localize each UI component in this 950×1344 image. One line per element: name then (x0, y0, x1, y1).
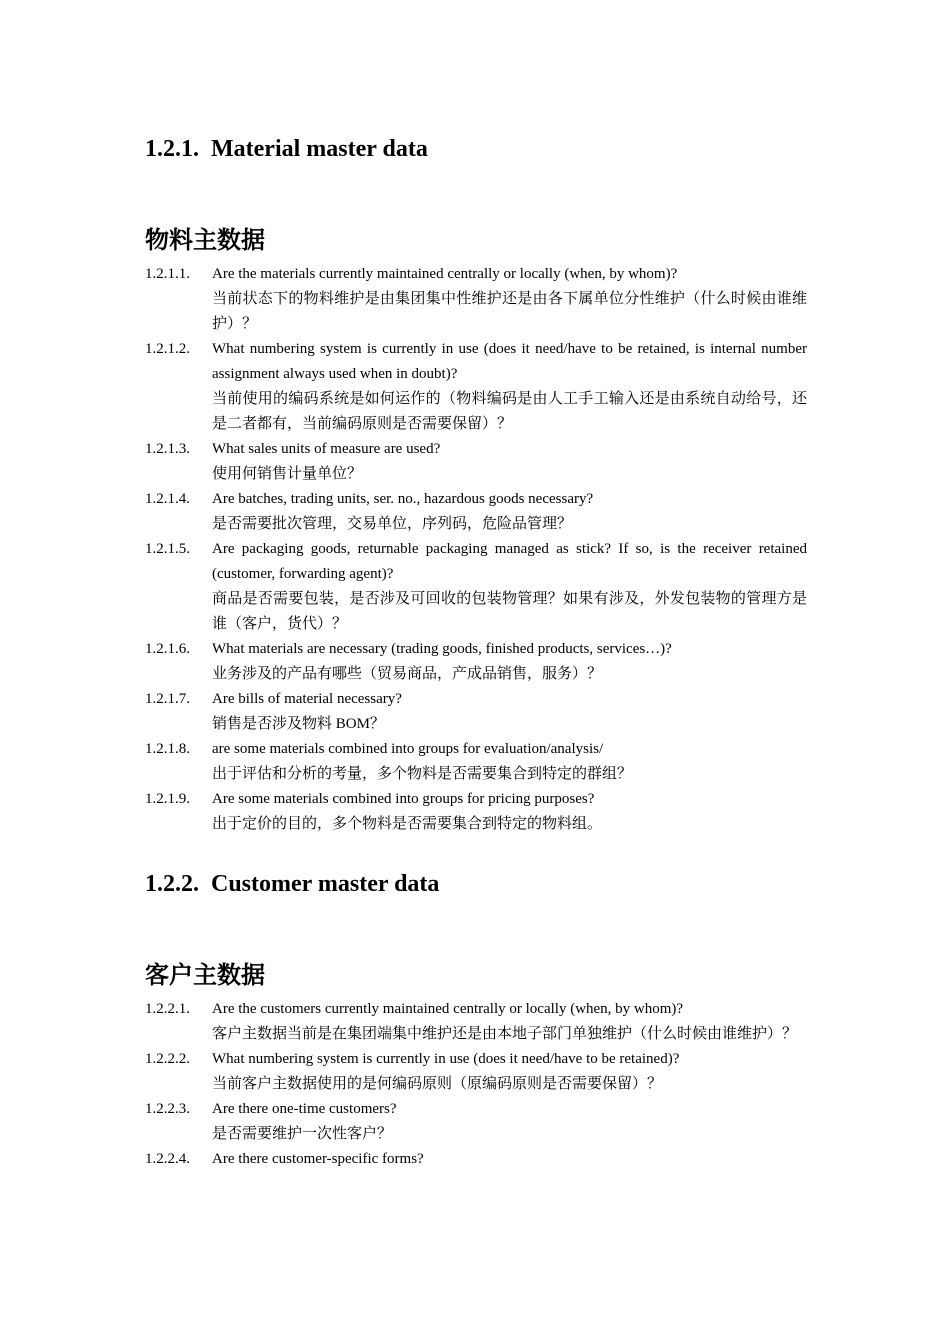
question-item (145, 337, 807, 437)
question-item (145, 537, 807, 637)
question-text-en: Are packaging goods, returnable packaging managed as stick? If so, is the receiver retained (customer, forwarding agent)? (212, 541, 807, 582)
question-item (145, 1047, 807, 1097)
question-item (145, 487, 807, 537)
question-text-cn: 出于定价的目的，多个物料是否需要集合到特定的物料组。 (212, 816, 603, 832)
question-item (145, 262, 807, 337)
section-material-master-data (145, 134, 807, 837)
question-number: 1.2.1.7. (145, 691, 190, 707)
question-item (145, 737, 807, 787)
question-text-cn: 客户主数据当前是在集团端集中维护还是由本地子部门单独维护（什么时候由谁维护）？ (212, 1026, 798, 1042)
question-text-cn: 商品是否需要包装，是否涉及可回收的包装物管理？如果有涉及，外发包装物的管理方是谁（客户，货代）？ (212, 591, 807, 632)
question-list (145, 262, 807, 837)
question-number: 1.2.2.4. (145, 1151, 190, 1167)
section-title-cn: 客户主数据 (145, 963, 265, 989)
question-item (145, 437, 807, 487)
section-number: 1.2.2. (145, 871, 199, 897)
question-text-cn: 当前状态下的物料维护是由集团集中性维护还是由各下属单位分性维护（什么时候由谁维护）？ (212, 291, 807, 332)
question-text-cn: 使用何销售计量单位？ (212, 466, 363, 482)
question-text-en: Are there customer-specific forms? (212, 1151, 424, 1167)
question-text-en: Are bills of material necessary? (212, 691, 402, 707)
question-number: 1.2.1.3. (145, 441, 190, 457)
question-text-cn: 出于评估和分析的考量，多个物料是否需要集合到特定的群组？ (212, 766, 633, 782)
question-text-en: What numbering system is currently in use (does it need/have to be retained)? (212, 1051, 680, 1067)
question-text-cn: 业务涉及的产品有哪些（贸易商品，产成品销售，服务）？ (212, 666, 603, 682)
question-text-cn: 是否需要批次管理，交易单位，序列码，危险品管理？ (212, 516, 573, 532)
question-item (145, 1097, 807, 1147)
section-heading-en (145, 869, 807, 899)
question-number: 1.2.1.2. (145, 341, 190, 357)
section-number: 1.2.1. (145, 136, 199, 162)
question-item (145, 687, 807, 737)
question-text-en: What materials are necessary (trading goods, finished products, services…)? (212, 641, 672, 657)
question-item (145, 1147, 807, 1172)
question-text-en: What sales units of measure are used? (212, 441, 441, 457)
question-number: 1.2.1.5. (145, 541, 190, 557)
question-text-en: What numbering system is currently in use (does it need/have to be retained, is internal number assignment always used when in doubt)? (212, 341, 807, 382)
question-number: 1.2.1.1. (145, 266, 190, 282)
question-text-cn: 当前使用的编码系统是如何运作的（物料编码是由人工手工输入还是由系统自动给号，还是二者都有，当前编码原则是否需要保留）？ (212, 391, 807, 432)
question-item (145, 787, 807, 837)
question-text-en: are some materials combined into groups for evaluation/analysis/ (212, 741, 604, 757)
question-text-cn: 是否需要维护一次性客户？ (212, 1126, 393, 1142)
question-text-en: Are batches, trading units, ser. no., hazardous goods necessary? (212, 491, 594, 507)
question-text-cn: 当前客户主数据使用的是何编码原则（原编码原则是否需要保留）？ (212, 1076, 663, 1092)
question-number: 1.2.2.1. (145, 1001, 190, 1017)
section-heading-en (145, 134, 807, 164)
question-text-en: Are the customers currently maintained centrally or locally (when, by whom)? (212, 1001, 684, 1017)
question-text-en: Are the materials currently maintained centrally or locally (when, by whom)? (212, 266, 678, 282)
section-title-en: Customer master data (211, 871, 440, 897)
question-number: 1.2.2.3. (145, 1101, 190, 1117)
question-number: 1.2.1.6. (145, 641, 190, 657)
question-text-en: Are some materials combined into groups for pricing purposes? (212, 791, 595, 807)
question-list (145, 997, 807, 1172)
question-number: 1.2.2.2. (145, 1051, 190, 1067)
question-number: 1.2.1.8. (145, 741, 190, 757)
question-text-cn: 销售是否涉及物料 BOM？ (212, 716, 385, 732)
question-item (145, 997, 807, 1047)
question-item (145, 637, 807, 687)
section-title-en: Material master data (211, 136, 428, 162)
question-number: 1.2.1.4. (145, 491, 190, 507)
section-customer-master-data (145, 869, 807, 1172)
question-text-en: Are there one-time customers? (212, 1101, 397, 1117)
question-number: 1.2.1.9. (145, 791, 190, 807)
section-title-cn: 物料主数据 (145, 228, 265, 254)
